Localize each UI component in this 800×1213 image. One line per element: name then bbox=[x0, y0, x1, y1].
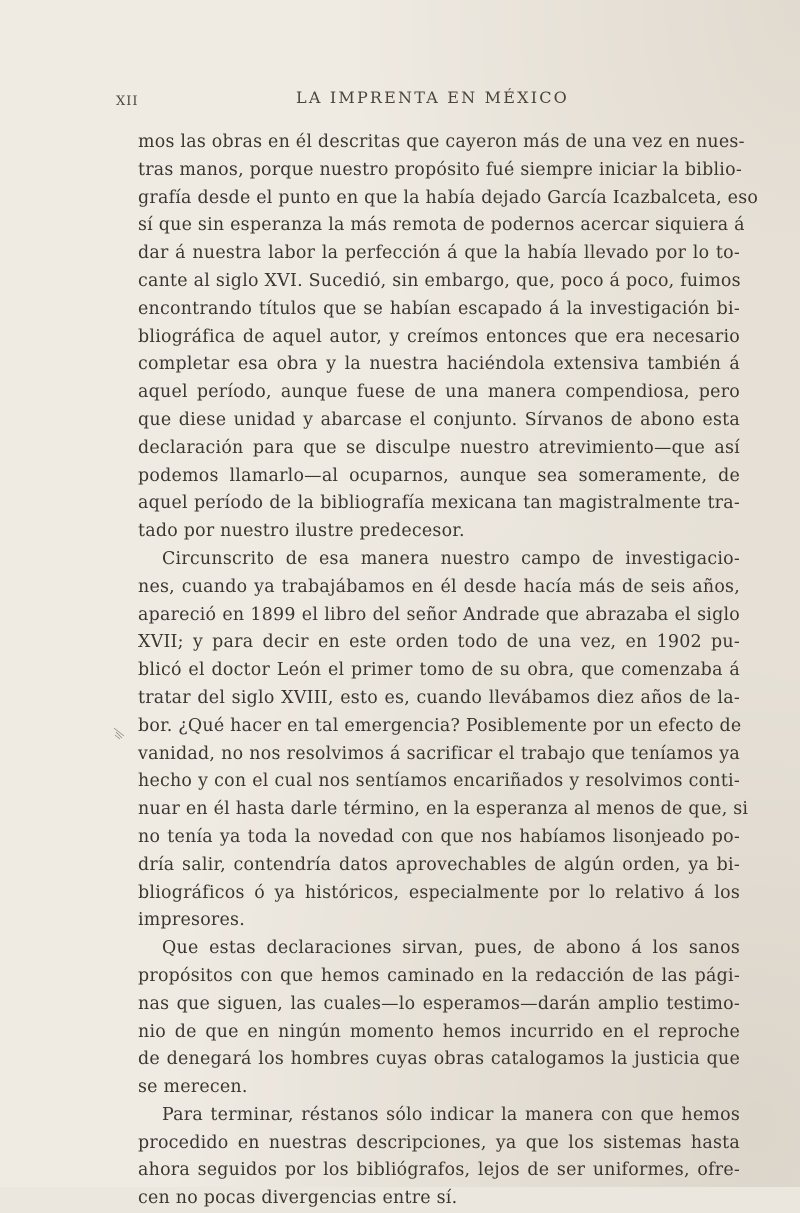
text-line: ahora seguidos por los bibliógrafos, lejos de ser uniformes, ofre- bbox=[138, 1160, 740, 1181]
text-line: nuar en él hasta darle término, en la esperanza al menos de que, si bbox=[138, 799, 749, 820]
text-line: mos las obras en él descritas que cayeron más de una vez en nues- bbox=[138, 132, 745, 152]
text-line: tado por nuestro ilustre predecesor. bbox=[138, 521, 465, 542]
text-line: cen no pocas divergencias entre sí. bbox=[138, 1188, 458, 1209]
text-line: que diese unidad y abarcase el conjunto. Sírvanos de abono esta bbox=[138, 409, 740, 430]
text-line: bor. ¿Qué hacer en tal emergencia? Posiblemente por un efecto de bbox=[138, 715, 742, 736]
text-line: impresores. bbox=[138, 910, 245, 931]
text-line: XVII; y para decir en este orden todo de una vez, en 1902 pu- bbox=[138, 632, 740, 653]
text-line: aquel período, aunque fuese de una manera compendiosa, pero bbox=[138, 382, 740, 403]
text-line: dar á nuestra labor la perfección á que la había llevado por lo to- bbox=[138, 243, 740, 264]
body-text bbox=[138, 129, 759, 1213]
margin-pencil-mark bbox=[112, 725, 134, 739]
text-line: aquel período de la bibliografía mexicana tan magistralmente tra- bbox=[138, 493, 740, 514]
text-line: blicó el doctor León el primer tomo de su obra, que comenzaba á bbox=[138, 660, 740, 681]
text-line: Que estas declaraciones sirvan, pues, de abono á los sanos bbox=[162, 938, 740, 959]
text-line: grafía desde el punto en que la había dejado García Icazbalceta, eso bbox=[138, 187, 759, 208]
text-line: nes, cuando ya trabajábamos en él desde hacía más de seis años, bbox=[138, 576, 740, 597]
text-line: no tenía ya toda la novedad con que nos habíamos lisonjeado po- bbox=[138, 826, 740, 847]
page-header bbox=[0, 88, 800, 112]
text-line: sí que sin esperanza la más remota de podernos acercar siquiera á bbox=[138, 215, 745, 236]
text-line: podemos llamarlo—al ocuparnos, aunque sea someramente, de bbox=[138, 465, 740, 486]
text-line: hecho y con el cual nos sentíamos encariñados y resolvimos conti- bbox=[138, 771, 740, 792]
text-line: tratar del siglo XVIII, esto es, cuando llevábamos diez años de la- bbox=[138, 687, 740, 708]
text-line: se merecen. bbox=[138, 1077, 248, 1098]
text-line: cante al siglo XVI. Sucedió, sin embargo, que, poco á poco, fuimos bbox=[138, 270, 741, 291]
text-line: tras manos, porque nuestro propósito fué siempre iniciar la biblio- bbox=[138, 159, 742, 180]
text-line: encontrando títulos que se habían escapado á la investigación bi- bbox=[138, 298, 740, 319]
text-line: bliográficos ó ya históricos, especialmente por lo relativo á los bbox=[138, 882, 740, 903]
text-line: completar esa obra y la nuestra haciéndola extensiva también á bbox=[138, 354, 740, 375]
text-line: apareció en 1899 el libro del señor Andrade que abrazaba el siglo bbox=[138, 604, 740, 625]
text-line: vanidad, no nos resolvimos á sacrificar el trabajo que teníamos ya bbox=[138, 743, 740, 764]
page-number: XII bbox=[116, 94, 139, 109]
text-line: bliográfica de aquel autor, y creímos entonces que era necesario bbox=[138, 326, 740, 347]
text-line: dría salir, contendría datos aprovechables de algún orden, ya bi- bbox=[138, 854, 740, 875]
text-line: propósitos con que hemos caminado en la redacción de las pági- bbox=[138, 965, 740, 986]
text-line: de denegará los hombres cuyas obras catalogamos la justicia que bbox=[138, 1049, 740, 1070]
text-line: procedido en nuestras descripciones, ya que los sistemas hasta bbox=[138, 1132, 740, 1153]
text-line: nas que siguen, las cuales—lo esperamos—darán amplio testimo- bbox=[138, 993, 740, 1014]
text-line: Para terminar, réstanos sólo indicar la manera con que hemos bbox=[162, 1104, 740, 1125]
text-line: Circunscrito de esa manera nuestro campo de investigacio- bbox=[162, 548, 740, 569]
text-line: declaración para que se disculpe nuestro atrevimiento—que así bbox=[138, 437, 740, 458]
running-head: LA IMPRENTA EN MÉXICO bbox=[296, 88, 569, 107]
text-line: nio de que en ningún momento hemos incurrido en el reproche bbox=[138, 1021, 740, 1042]
